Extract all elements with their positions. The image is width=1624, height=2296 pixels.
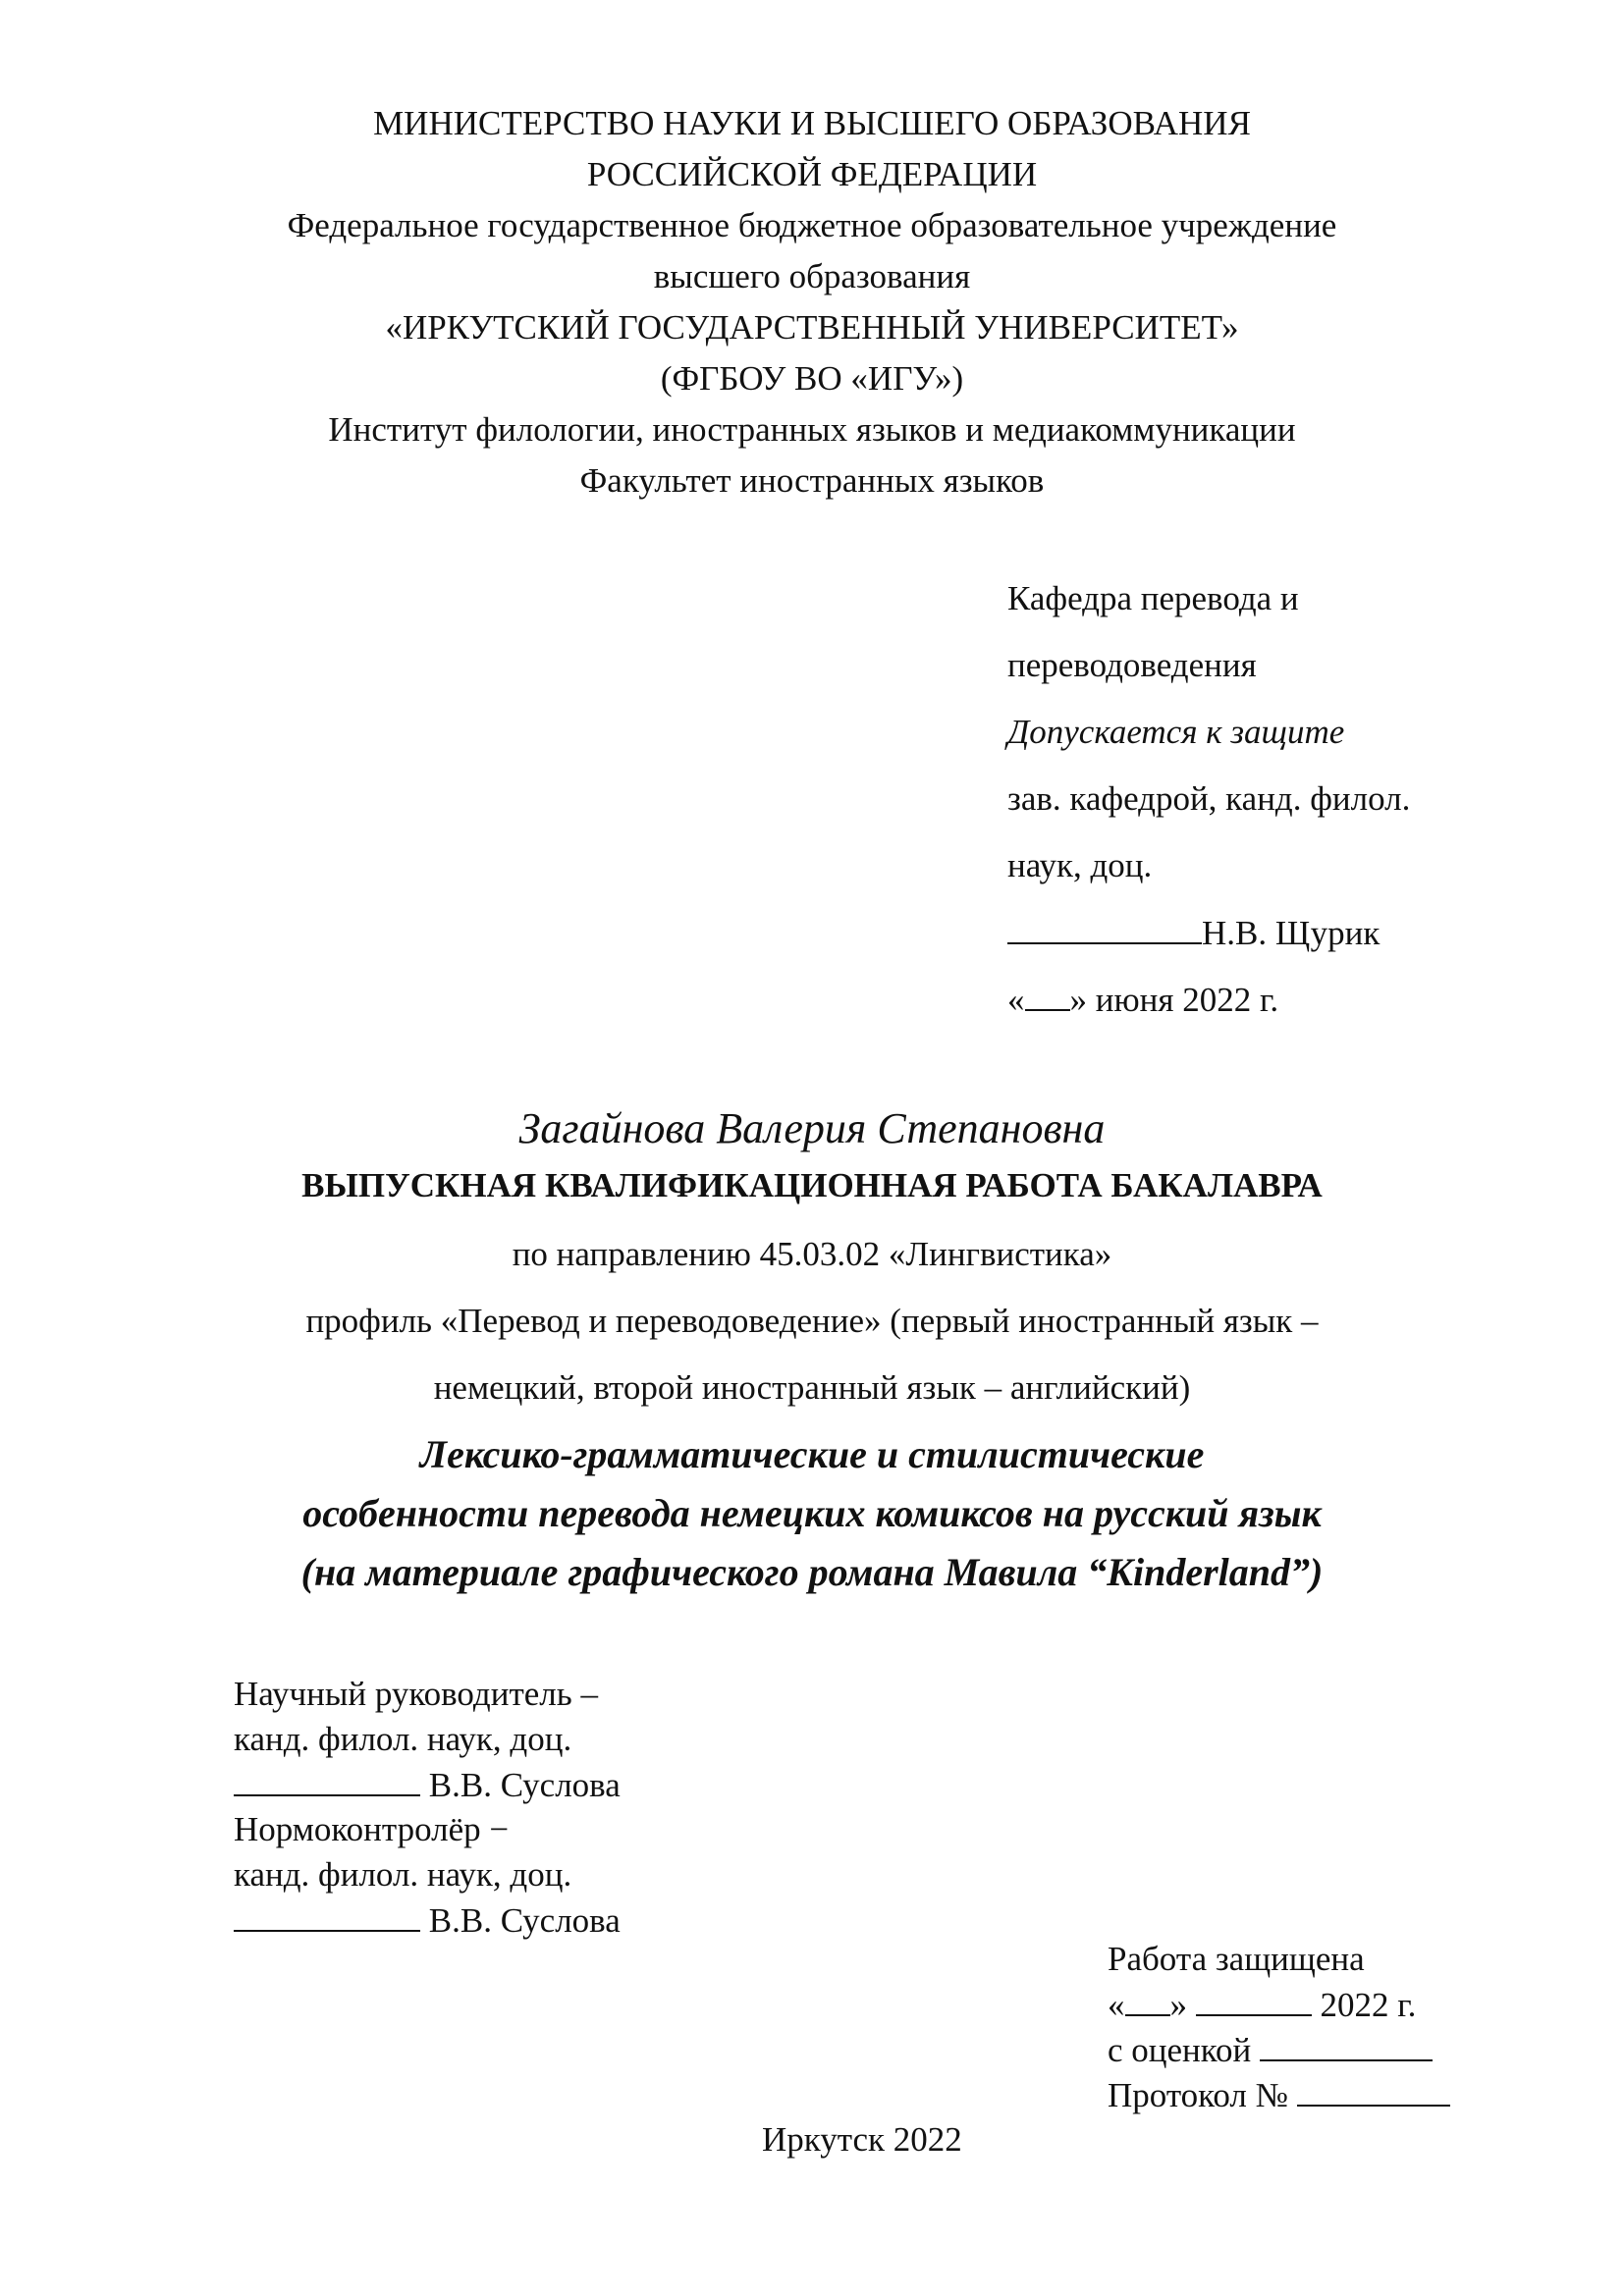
department-line-2: переводоведения bbox=[1007, 646, 1257, 684]
head-title-line-1: зав. кафедрой, канд. филол. bbox=[1007, 779, 1411, 818]
work-type: ВЫПУСКНАЯ КВАЛИФИКАЦИОННАЯ РАБОТА БАКАЛАВРА bbox=[301, 1166, 1323, 1204]
faculty-name: Факультет иностранных языков bbox=[579, 461, 1045, 500]
institute-name: Институт филологии, иностранных языков и медиакоммуникации bbox=[328, 410, 1296, 449]
supervisor-degree: канд. филол. наук, доц. bbox=[234, 1720, 572, 1758]
grade-blank bbox=[1260, 2030, 1433, 2061]
thesis-title-line-2: особенности перевода немецких комиксов на русский язык bbox=[302, 1491, 1322, 1535]
supervisor-name: В.В. Суслова bbox=[428, 1766, 621, 1804]
profile-line-1: профиль «Перевод и переводоведение» (первый иностранный язык – bbox=[305, 1302, 1319, 1340]
institution-type-line-2: высшего образования bbox=[653, 257, 971, 295]
signature-blank bbox=[234, 1900, 420, 1932]
date-open-quote: « bbox=[1007, 981, 1025, 1019]
admitted-label: Допускается к защите bbox=[1007, 713, 1345, 751]
day-blank bbox=[1025, 980, 1070, 1011]
protocol-label: Протокол № bbox=[1108, 2076, 1289, 2114]
protocol-line bbox=[1108, 2075, 1450, 2115]
signature-blank bbox=[234, 1765, 420, 1796]
city-year: Иркутск 2022 bbox=[762, 2120, 962, 2159]
date-close-quote: » bbox=[1169, 1986, 1187, 2024]
grade-label: с оценкой bbox=[1108, 2031, 1252, 2069]
institution-type-line-1: Федеральное государственное бюджетное образовательное учреждение bbox=[287, 206, 1337, 244]
protocol-blank bbox=[1297, 2075, 1450, 2107]
supervisor-role: Научный руководитель – bbox=[234, 1675, 598, 1713]
department-line-1: Кафедра перевода и bbox=[1007, 579, 1299, 617]
thesis-title-line-3: (на материале графического романа Мавила “Kinderland”) bbox=[300, 1550, 1324, 1594]
head-signature-line bbox=[1007, 913, 1380, 953]
ministry-line-1: МИНИСТЕРСТВО НАУКИ И ВЫСШЕГО ОБРАЗОВАНИЯ bbox=[373, 104, 1251, 142]
normcontrol-name: В.В. Суслова bbox=[428, 1901, 621, 1940]
signature-blank bbox=[1007, 913, 1202, 944]
defended-label: Работа защищена bbox=[1108, 1940, 1365, 1978]
day-blank bbox=[1125, 1985, 1170, 2016]
thesis-title-line-1: Лексико-грамматические и стилистические bbox=[419, 1432, 1205, 1476]
university-abbreviation: (ФГБОУ ВО «ИГУ») bbox=[660, 359, 964, 398]
normcontrol-degree: канд. филол. наук, доц. bbox=[234, 1855, 572, 1894]
ministry-line-2: РОССИЙСКОЙ ФЕДЕРАЦИИ bbox=[586, 155, 1038, 193]
normcontrol-role: Нормоконтролёр − bbox=[234, 1810, 510, 1848]
head-name: Н.В. Щурик bbox=[1202, 914, 1380, 952]
author-name: Загайнова Валерия Степановна bbox=[518, 1104, 1106, 1152]
grade-line bbox=[1108, 2030, 1433, 2070]
university-name: «ИРКУТСКИЙ ГОСУДАРСТВЕННЫЙ УНИВЕРСИТЕТ» bbox=[385, 308, 1239, 347]
normcontrol-signature-line bbox=[234, 1900, 621, 1941]
date-open-quote: « bbox=[1108, 1986, 1125, 2024]
date-rest: » июня 2022 г. bbox=[1069, 981, 1279, 1019]
defense-date bbox=[1108, 1985, 1416, 2025]
head-title-line-2: наук, доц. bbox=[1007, 846, 1153, 884]
study-direction: по направлению 45.03.02 «Лингвистика» bbox=[512, 1235, 1112, 1273]
approval-date bbox=[1007, 980, 1278, 1020]
defense-year: 2022 г. bbox=[1320, 1986, 1417, 2024]
profile-line-2: немецкий, второй иностранный язык – английский) bbox=[433, 1368, 1191, 1407]
month-blank bbox=[1196, 1985, 1312, 2016]
supervisor-signature-line bbox=[234, 1765, 621, 1805]
